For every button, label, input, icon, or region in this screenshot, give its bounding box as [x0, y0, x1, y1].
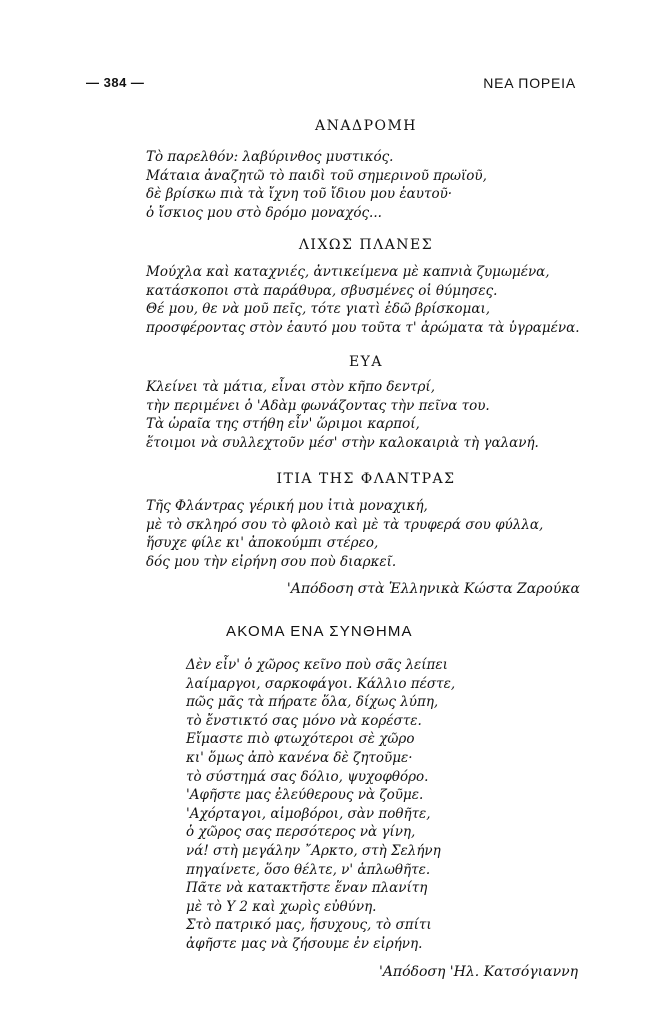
poem-line: κατάσκοποι στὰ παράθυρα, σβυσμένες οἱ θύμησες.: [146, 282, 498, 299]
poem-line: Θέ μου, θε νὰ μοῦ πεῖς, τότε γιατὶ ἐδῶ βρίσκομαι,: [146, 301, 491, 317]
poem-lines: [146, 378, 586, 452]
poem-line: Κλείνει τὰ μάτια, εἶναι στὸν κῆπο δεντρί,: [146, 379, 435, 395]
poem-title: ΑΝΑΔΡΟΜΗ: [314, 118, 418, 134]
poem-line: Μούχλα καὶ καταχνιές, ἀντικείμενα μὲ καπνιὰ ζυμωμένα,: [146, 264, 550, 280]
poem-line: ὁ ἴσκιος μου στὸ δρόμο μοναχός...: [146, 204, 382, 221]
poem-lichos-planes: [146, 235, 586, 337]
poem-line: τὸ ἔνστικτό σας μόνο νὰ κορέστε.: [186, 712, 422, 729]
poem-eva: [146, 352, 586, 452]
poem-line: ἕτοιμοι νὰ συλλεχτοῦν μέσ' στὴν καλοκαιριὰ τὴ γαλανή.: [146, 434, 539, 451]
poem-line: πηγαίνετε, ὅσο θέλτε, ν' ἁπλωθῆτε.: [186, 861, 431, 878]
poem-line: 'Αχόρταγοι, αἱμοβόροι, σὰν ποθῆτε,: [186, 805, 431, 822]
poem-line: δός μου τὴν εἰρήνη σου ποὺ διαρκεῖ.: [146, 553, 397, 570]
poem-line: 'Αφῆστε μας ἐλεύθερους νὰ ζοῦμε.: [186, 787, 424, 804]
poem-lines: [146, 656, 586, 954]
poem-line: ἥσυχε φίλε κι' ἀποκούμπι στέρεο,: [146, 535, 379, 551]
poem-line: ἀφῆστε μας νὰ ζήσουμε ἐν εἰρήνη.: [186, 935, 423, 952]
poem-line: ὁ χῶρος σας περσότερος νὰ γίνη,: [186, 824, 416, 841]
poem-line: Στὸ πατρικό μας, ἥσυχους, τὸ σπίτι: [186, 917, 432, 934]
poem-line: τὴν περιμένει ὁ 'Αδὰμ φωνάζοντας τὴν πεῖνα του.: [146, 397, 490, 414]
poem-title: ΕΥΑ: [348, 354, 384, 370]
poem-line: μὲ τὸ σκληρό σου τὸ φλοιὸ καὶ μὲ τὰ τρυφερά σου φύλλα,: [146, 516, 544, 533]
poem-title: ΙΤΙΑ ΤΗΣ ΦΛΑΝΤΡΑΣ: [276, 471, 456, 487]
poem-line: δὲ βρίσκω πιὰ τὰ ἴχνη τοῦ ἴδιου μου ἑαυτοῦ·: [146, 186, 453, 202]
poem-line: τὸ σύστημά σας δόλιο, ψυχοφθόρο.: [186, 768, 429, 785]
poem-title: ΛΙΧΩΣ ΠΛΑΝΕΣ: [298, 237, 434, 253]
poem-line: Πᾶτε νὰ κατακτῆστε ἕναν πλανίτη: [186, 880, 428, 897]
poem-line: προσφέροντας στὸν ἑαυτό μου τοῦτα τ' ἀρώματα τὰ ὑγραμένα.: [146, 319, 580, 336]
poem-line: Τὰ ὡραῖα της στήθη εἶν' ὥριμοι καρποί,: [146, 416, 420, 432]
translation-credit: 'Απόδοση 'Ηλ. Κατσόγιαννη: [378, 963, 578, 980]
poem-line: λαίμαργοι, σαρκοφάγοι. Κάλλιο πέστε,: [186, 675, 456, 692]
poem-anadromi: [146, 116, 586, 222]
poem-line: Δὲν εἶν' ὁ χῶρος κεῖνο ποὺ σᾶς λείπει: [186, 657, 448, 673]
page-number: — 384 —: [86, 75, 145, 90]
poem-lines: [146, 497, 586, 571]
poem-lines: [146, 148, 586, 222]
poem-line: Τὸ παρελθόν: λαβύρινθος μυστικός.: [146, 149, 394, 165]
poem-itia-tis-flantras: [146, 469, 586, 597]
poem-title: ΑΚΟΜΑ ΕΝΑ ΣΥΝΘΗΜΑ: [226, 623, 413, 640]
poem-line: κι' ὅμως ἀπὸ κανένα δὲ ζητοῦμε·: [186, 749, 413, 766]
translation-credit: 'Απόδοση στὰ Ἑλληνικὰ Κώστα Ζαρούκα: [286, 581, 580, 597]
poem-line: Μάταια ἀναζητῶ τὸ παιδὶ τοῦ σημερινοῦ πρωϊοῦ,: [146, 167, 487, 184]
poem-line: νά! στὴ μεγάλην ῎Αρκτο, στὴ Σελήνη: [186, 842, 441, 859]
poem-line: πῶς μᾶς τὰ πήρατε ὅλα, δίχως λύπη,: [186, 694, 439, 711]
poem-lines: [146, 263, 586, 337]
poem-line: μὲ τὸ Υ 2 καὶ χωρὶς εὐθύνη.: [186, 898, 377, 915]
poem-line: Εἴμαστε πιὸ φτωχότεροι σὲ χῶρο: [186, 731, 415, 748]
journal-title: ΝΕΑ ΠΟΡΕΙΑ: [483, 75, 576, 91]
poem-line: Τῆς Φλάντρας γέρική μου ἰτιὰ μοναχική,: [146, 498, 428, 514]
poem-akoma-ena-synthima: [146, 622, 586, 980]
page-header: [86, 75, 576, 93]
